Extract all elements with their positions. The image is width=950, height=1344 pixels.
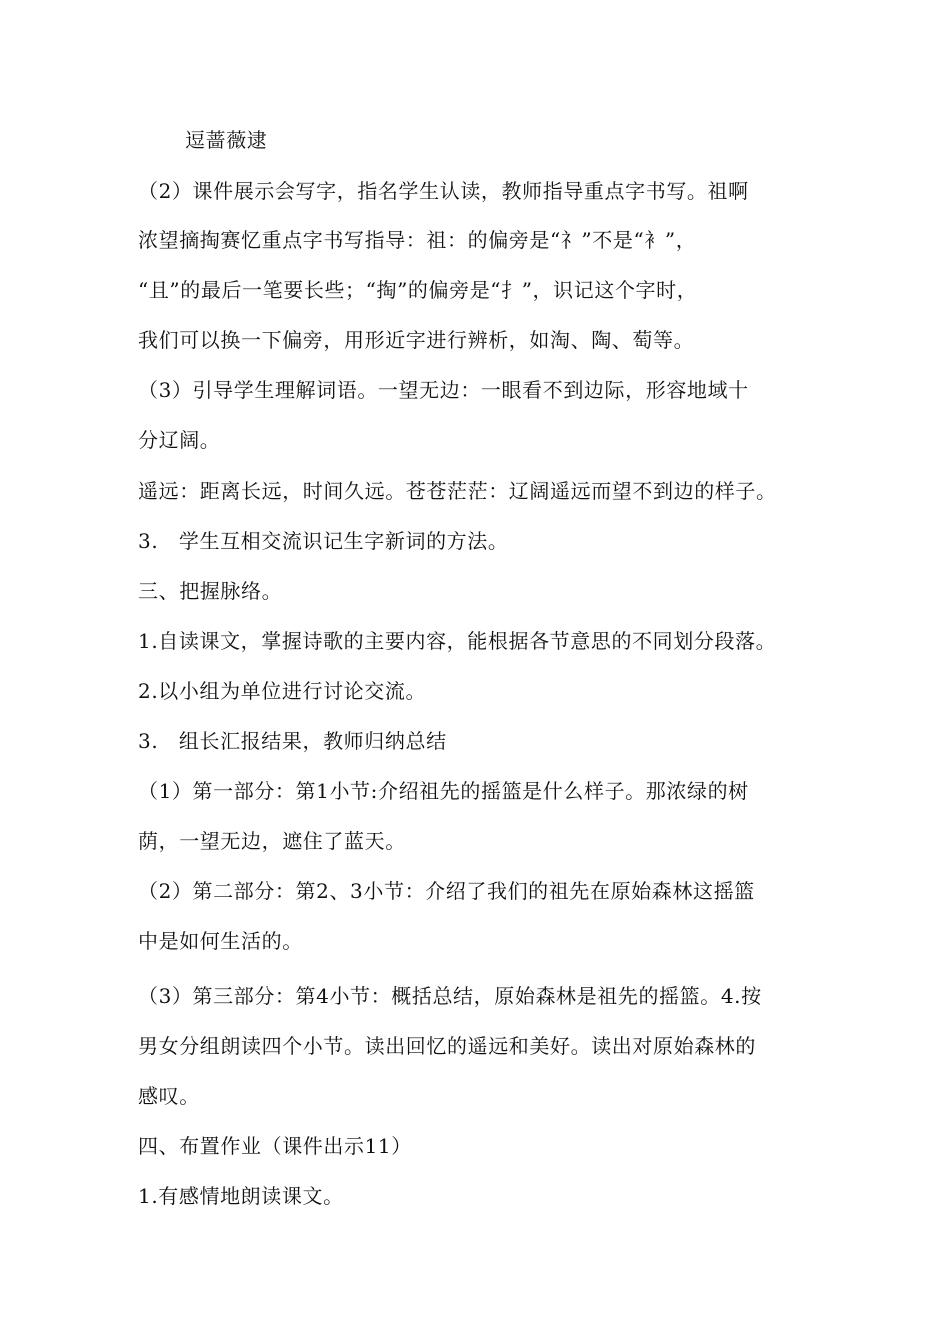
text-line: （3）引导学生理解词语。一望无边：一眼看不到边际，形容地域十 [138,378,749,402]
text-line: 分辽阔。 [138,428,221,452]
text-line: 浓望摘掏赛忆重点字书写指导：祖：的偏旁是“礻”不是“衤”， [138,228,697,252]
text-line: 遥远：距离长远，时间久远。苍苍茫茫：辽阔遥远而望不到边的样子。 [138,479,777,503]
text-line: 3. 学生互相交流识记生字新词的方法。 [138,529,509,553]
text-line: 逗蔷薇逮 [185,128,268,152]
section-heading: 四、布置作业（课件出示11） [138,1134,412,1158]
text-line: 3. 组长汇报结果，教师归纳总结 [138,729,447,753]
text-line: 1.有感情地朗读课文。 [138,1184,344,1208]
text-line: 荫，一望无边，遮住了蓝天。 [138,829,406,853]
text-line: （2）课件展示会写字，指名学生认读，教师指导重点字书写。祖啊 [138,179,749,203]
text-line: 感叹。 [138,1084,200,1108]
text-line: 我们可以换一下偏旁，用形近字进行辨析，如淘、陶、萄等。 [138,328,695,352]
text-line: （1）第一部分：第1小节:介绍祖先的摇篮是什么样子。那浓绿的树 [138,779,749,803]
text-line: 男女分组朗读四个小节。读出回忆的遥远和美好。读出对原始森林的 [138,1034,756,1058]
text-line: （3）第三部分：第4小节：概括总结，原始森林是祖先的摇篮。4.按 [138,984,762,1008]
text-line: 中是如何生活的。 [138,929,303,953]
text-line: 2.以小组为单位进行讨论交流。 [138,679,427,703]
text-line: “且”的最后一笔要长些；“掏”的偏旁是“扌”，识记这个字时， [138,278,698,302]
section-heading: 三、把握脉络。 [138,579,283,603]
text-line: （2）第二部分：第2、3小节：介绍了我们的祖先在原始森林这摇篮 [138,879,755,903]
text-line: 1.自读课文，掌握诗歌的主要内容，能根据各节意思的不同划分段落。 [138,629,777,653]
